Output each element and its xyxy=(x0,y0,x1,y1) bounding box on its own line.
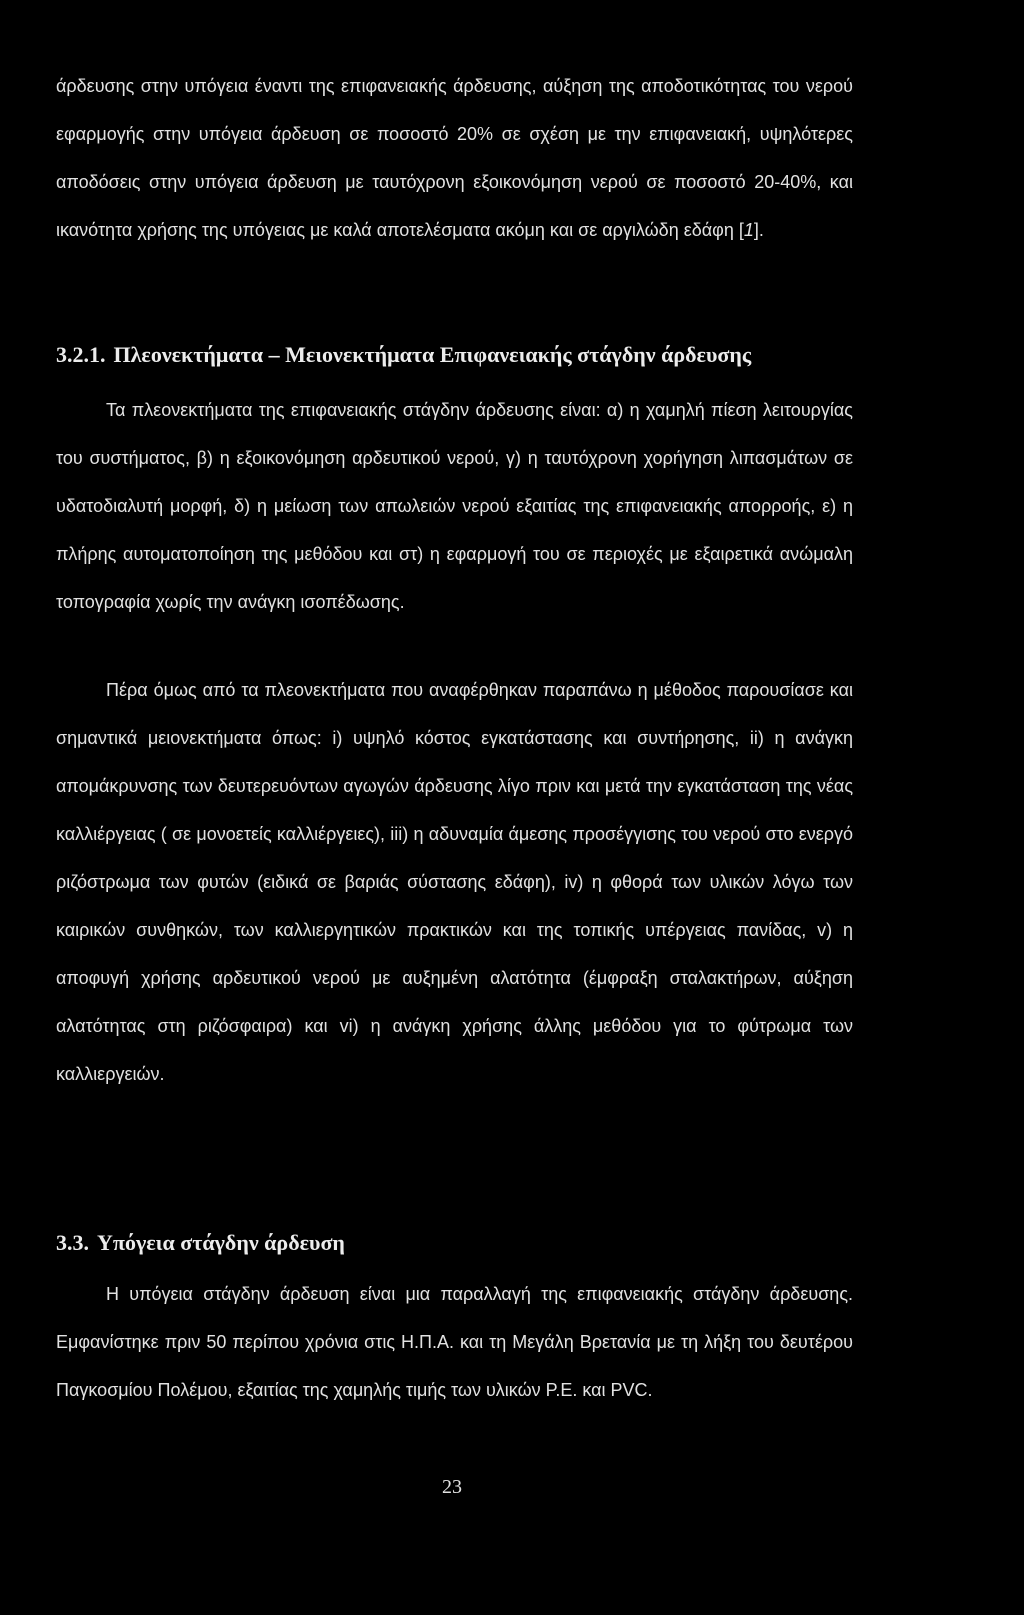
paragraph-advantages: Τα πλεονεκτήματα της επιφανειακής στάγδην άρδευσης είναι: α) η χαμηλή πίεση λειτουργίας του συστήματος, β) η εξοικονόμηση αρδευτικού νερού, γ) η ταυτόχρονη χορήγηση λιπασμάτων σε υδατοδιαλυτή μορφή, δ) η μείωση των απωλειών νερού εξαιτίας της επιφανειακής απορροής, ε) η πλήρης αυτοματοποίηση της μεθόδου και στ) η εφαρμογή του σε περιοχές με εξαιρετικά ανώμαλη τοπογραφία χωρίς την ανάγκη ισοπέδωσης. xyxy=(56,400,853,612)
section-title: Υπόγεια στάγδην άρδευση xyxy=(97,1230,345,1255)
page-number: 23 xyxy=(442,1476,462,1498)
section-title: Πλεονεκτήματα – Μειονεκτήματα Επιφανειακής στάγδην άρδευσης xyxy=(113,342,752,367)
paragraph-subsurface: Η υπόγεια στάγδην άρδευση είναι μια παραλλαγή της επιφανειακής στάγδην άρδευσης. Εμφανίστηκε πριν 50 περίπου χρόνια στις Η.Π.Α. και τη Μεγάλη Βρετανία με τη λήξη του δευτέρου Παγκοσμίου Πολέμου, εξαιτίας της χαμηλής τιμής των υλικών Ρ.Ε. και PVC. xyxy=(56,1284,853,1400)
section-heading-3-2-1 xyxy=(56,342,751,368)
citation-ref: 1 xyxy=(743,220,754,240)
section-heading-3-3 xyxy=(56,1230,345,1256)
paragraph-intro-end: ]. xyxy=(753,220,764,240)
paragraph-intro xyxy=(56,62,853,254)
paragraph-disadvantages: Πέρα όμως από τα πλεονεκτήματα που αναφέρθηκαν παραπάνω η μέθοδος παρουσίασε και σημαντικά μειονεκτήματα όπως: i) υψηλό κόστος εγκατάστασης και συντήρησης, ii) η ανάγκη απομάκρυνσης των δευτερευόντων αγωγών άρδευσης λίγο πριν και μετά την εγκατάσταση της νέας καλλιέργειας ( σε μονοετείς καλλιέργειες), iii) η αδυναμία άμεσης προσέγγισης του νερού στο ενεργό ριζόστρωμα των φυτών (ειδικά σε βαριάς σύστασης εδάφη), iv) η φθορά των υλικών λόγω των καιρικών συνθηκών, των καλλιεργητικών πρακτικών και της τοπικής υπέργειας πανίδας, v) η αποφυγή χρήσης αρδευτικού νερού με αυξημένη αλατότητα (έμφραξη σταλακτήρων, αύξηση αλατότητας στη ριζόσφαιρα) και vi) η ανάγκη χρήσης άλλης μεθόδου για το φύτρωμα των καλλιεργειών. xyxy=(56,680,853,1084)
section-number: 3.3. xyxy=(56,1230,89,1255)
section-number: 3.2.1. xyxy=(56,342,106,367)
paragraph-intro-text: άρδευσης στην υπόγεια έναντι της επιφανειακής άρδευσης, αύξηση της αποδοτικότητας του νερού εφαρμογής στην υπόγεια άρδευση σε ποσοστό 20% σε σχέση με την επιφανειακή, υψηλότερες αποδόσεις στην υπόγεια άρδευση με ταυτόχρονη εξοικονόμηση νερού σε ποσοστό 20-40%, και ικανότητα χρήσης της υπόγειας με καλά αποτελέσματα ακόμη και σε αργιλώδη εδάφη [ xyxy=(56,76,853,240)
